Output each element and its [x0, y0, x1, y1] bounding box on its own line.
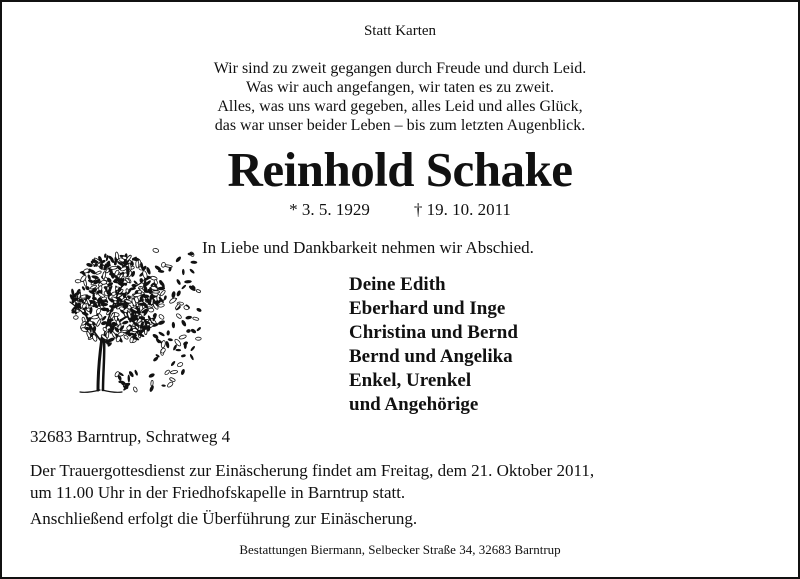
- funeral-home: Bestattungen Biermann, Selbecker Straße 34, 32683 Barntrup: [239, 542, 561, 557]
- mourner-line: Enkel, Urenkel: [349, 370, 472, 391]
- poem-line: Wir sind zu zweit gegangen durch Freude und durch Leid.: [213, 60, 587, 77]
- wind-blown-tree-icon: [54, 240, 204, 398]
- life-dates: [2, 200, 798, 220]
- death-date: † 19. 10. 2011: [413, 200, 511, 219]
- birth-date: * 3. 5. 1929: [289, 200, 370, 219]
- poem-line: das war unser beider Leben – bis zum letzten Augenblick.: [214, 117, 586, 134]
- mourner-line: Deine Edith: [349, 274, 446, 295]
- transfer-info: Anschließend erfolgt die Überführung zur Einäscherung.: [30, 509, 418, 528]
- service-line: um 11.00 Uhr in der Friedhofskapelle in Barntrup statt.: [30, 483, 406, 502]
- header-text: Statt Karten: [363, 23, 437, 39]
- poem: [2, 59, 798, 135]
- poem-line: Was wir auch angefangen, wir taten es zu zweit.: [246, 79, 554, 96]
- mourners-list: [349, 273, 518, 417]
- service-line: Der Trauergottesdienst zur Einäscherung findet am Freitag, dem 21. Oktober 2011,: [30, 461, 595, 480]
- poem-line: Alles, was uns ward gegeben, alles Leid und alles Glück,: [217, 98, 583, 115]
- mourner-line: und Angehörige: [349, 394, 479, 415]
- mourner-line: Christina und Bernd: [349, 322, 518, 343]
- deceased-name: Reinhold Schake: [227, 142, 573, 197]
- service-info: [30, 460, 594, 504]
- family-address: 32683 Barntrup, Schratweg 4: [30, 427, 231, 446]
- farewell-text: In Liebe und Dankbarkeit nehmen wir Abschied.: [202, 238, 534, 257]
- mourner-line: Bernd und Angelika: [349, 346, 513, 367]
- mourner-line: Eberhard und Inge: [349, 298, 506, 319]
